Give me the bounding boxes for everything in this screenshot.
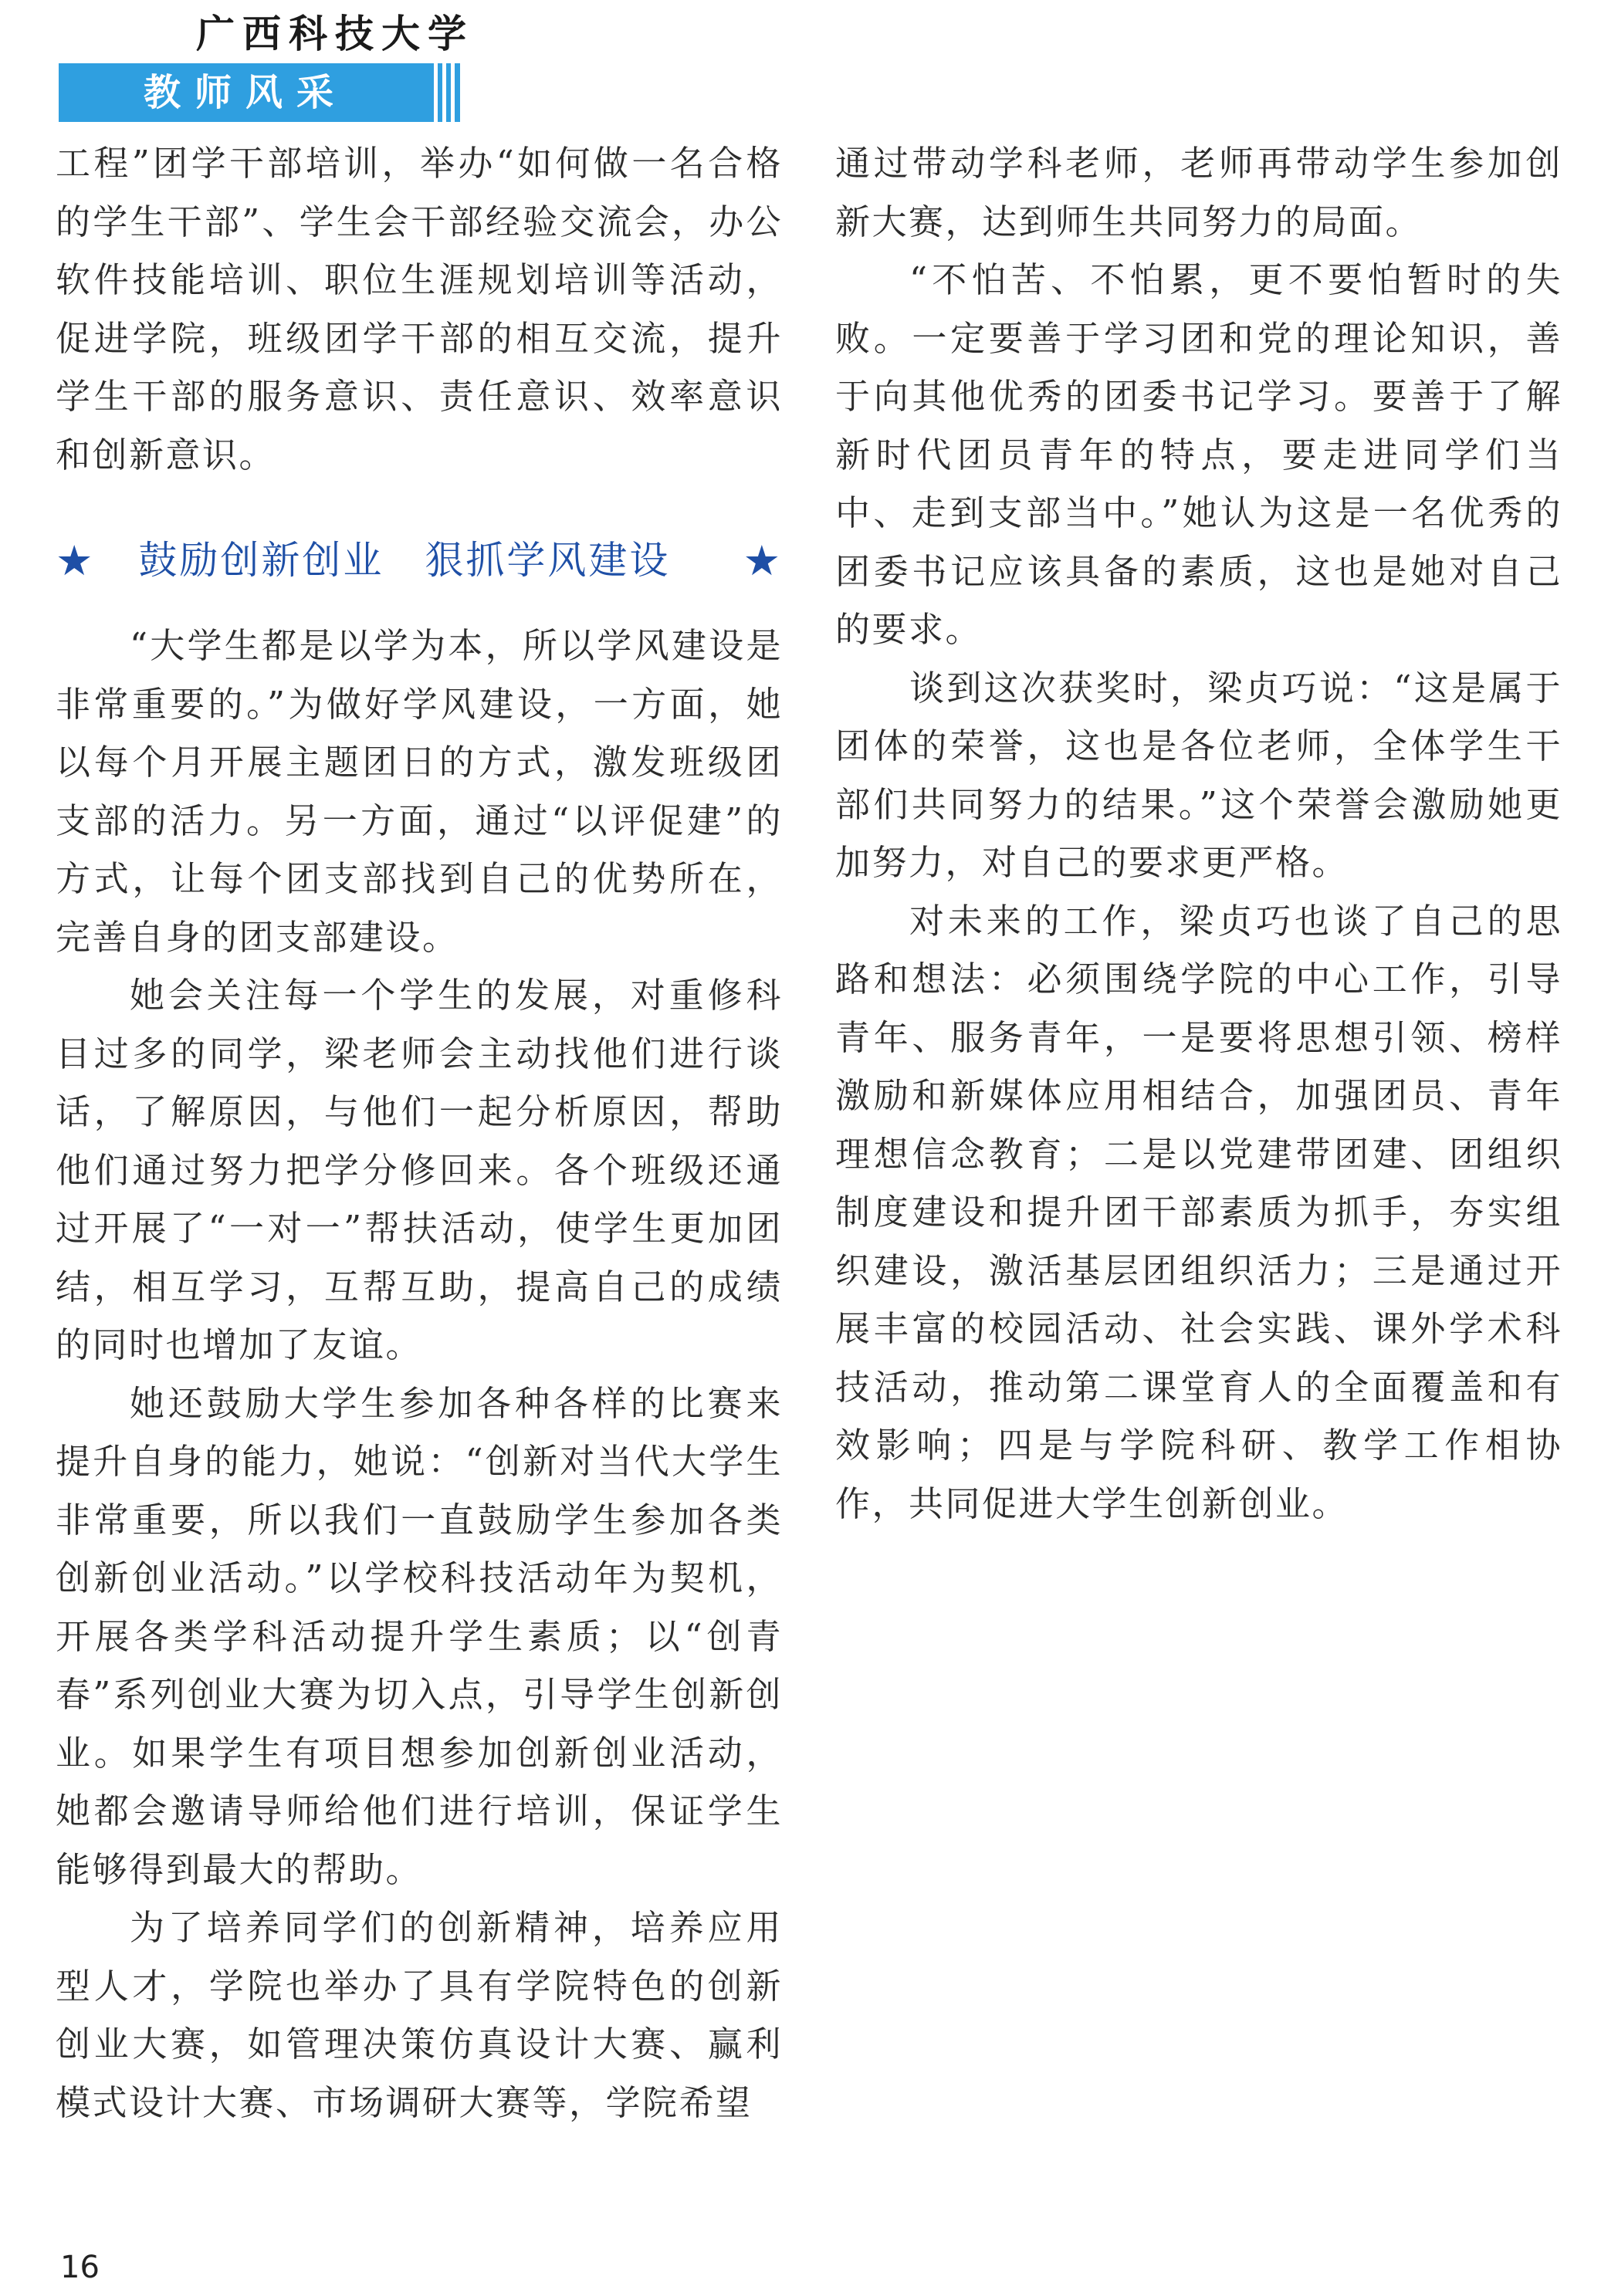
paragraph: 对未来的工作，梁贞巧也谈了自己的思路和想法：必须围绕学院的中心工作，引导青年、服务青年，一是要将思想引领、榜样激励和新媒体应用相结合，加强团员、青年理想信念教育；二是以党建带团建、团组织制度建设和提升团干部素质为抓手，夯实组织建设，激活基层团组织活力；三是通过开展丰富的校园活动、社会实践、课外学术科技活动，推动第二课堂育人的全面覆盖和有效影响；四是与学院科研、教学工作相协作，共同促进大学生创新创业。 — [835, 900, 1562, 1524]
paragraph: “不怕苦、不怕累，更不要怕暂时的失败。一定要善于学习团和党的理论知识，善于向其他优秀的团委书记学习。要善于了解新时代团员青年的特点，要走进同学们当中、走到支部当中。”她认为这是一名优秀的团委书记应该具备的素质，这也是她对自己的要求。 — [835, 259, 1562, 650]
paragraph: 她会关注每一个学生的发展，对重修科目过多的同学，梁老师会主动找他们进行谈话，了解原因，与他们一起分析原因，帮助他们通过努力把学分修回来。各个班级还通过开展了“一对一”帮扶活动，使学生更加团结，相互学习，互帮互助，提高自己的成绩的同时也增加了友谊。 — [56, 975, 783, 1365]
masthead — [59, 6, 491, 122]
paragraph: 通过带动学科老师，老师再带动学生参加创新大赛，达到师生共同努力的局面。 — [835, 143, 1562, 242]
left-column — [56, 134, 783, 2132]
paragraph: 为了培养同学们的创新精神，培养应用型人才，学院也举办了具有学院特色的创新创业大赛，如管理决策仿真设计大赛、赢利模式设计大赛、市场调研大赛等，学院希望 — [56, 1907, 783, 2123]
banner-stripe — [442, 63, 446, 122]
section-heading-title: 鼓励创新创业 狠抓学风建设 — [138, 538, 671, 583]
section-banner — [59, 63, 460, 122]
section-title: 教师风采 — [144, 71, 348, 114]
banner-stripe — [451, 63, 455, 122]
paragraph: “大学生都是以学为本，所以学风建设是非常重要的。”为做好学风建设，一方面，她以每个月开展主题团日的方式，激发班级团支部的活力。另一方面，通过“以评促建”的方式，让每个团支部找到自己的优势所在，完善自身的团支部建设。 — [56, 625, 783, 958]
paragraph: 她还鼓励大学生参加各种各样的比赛来提升自身的能力，她说：“创新对当代大学生非常重要，所以我们一直鼓励学生参加各类创新创业活动。”以学校科技活动年为契机，开展各类学科活动提升学生素质；以“创青春”系列创业大赛为切入点，引导学生创新创业。如果学生有项目想参加创新创业活动，她都会邀请导师给他们进行培训，保证学生能够得到最大的帮助。 — [56, 1382, 783, 1890]
right-column — [835, 134, 1562, 1533]
paragraph: 工程”团学干部培训，举办“如何做一名合格的学生干部”、学生会干部经验交流会，办公软件技能培训、职位生涯规划培训等活动，促进学院，班级团学干部的相互交流，提升学生干部的服务意识、责任意识、效率意识和创新意识。 — [56, 143, 783, 475]
banner-stripe — [434, 63, 438, 122]
star-icon: ★ — [743, 536, 783, 586]
page-number: 16 — [60, 2250, 100, 2285]
paragraph: 谈到这次获奖时，梁贞巧说：“这是属于团体的荣誉，这也是各位老师，全体学生干部们共同努力的结果。”这个荣誉会激励她更加努力，对自己的要求更严格。 — [835, 667, 1562, 883]
section-heading — [56, 533, 783, 589]
school-name: 广西科技大学 — [196, 11, 474, 56]
star-icon: ★ — [56, 536, 96, 586]
